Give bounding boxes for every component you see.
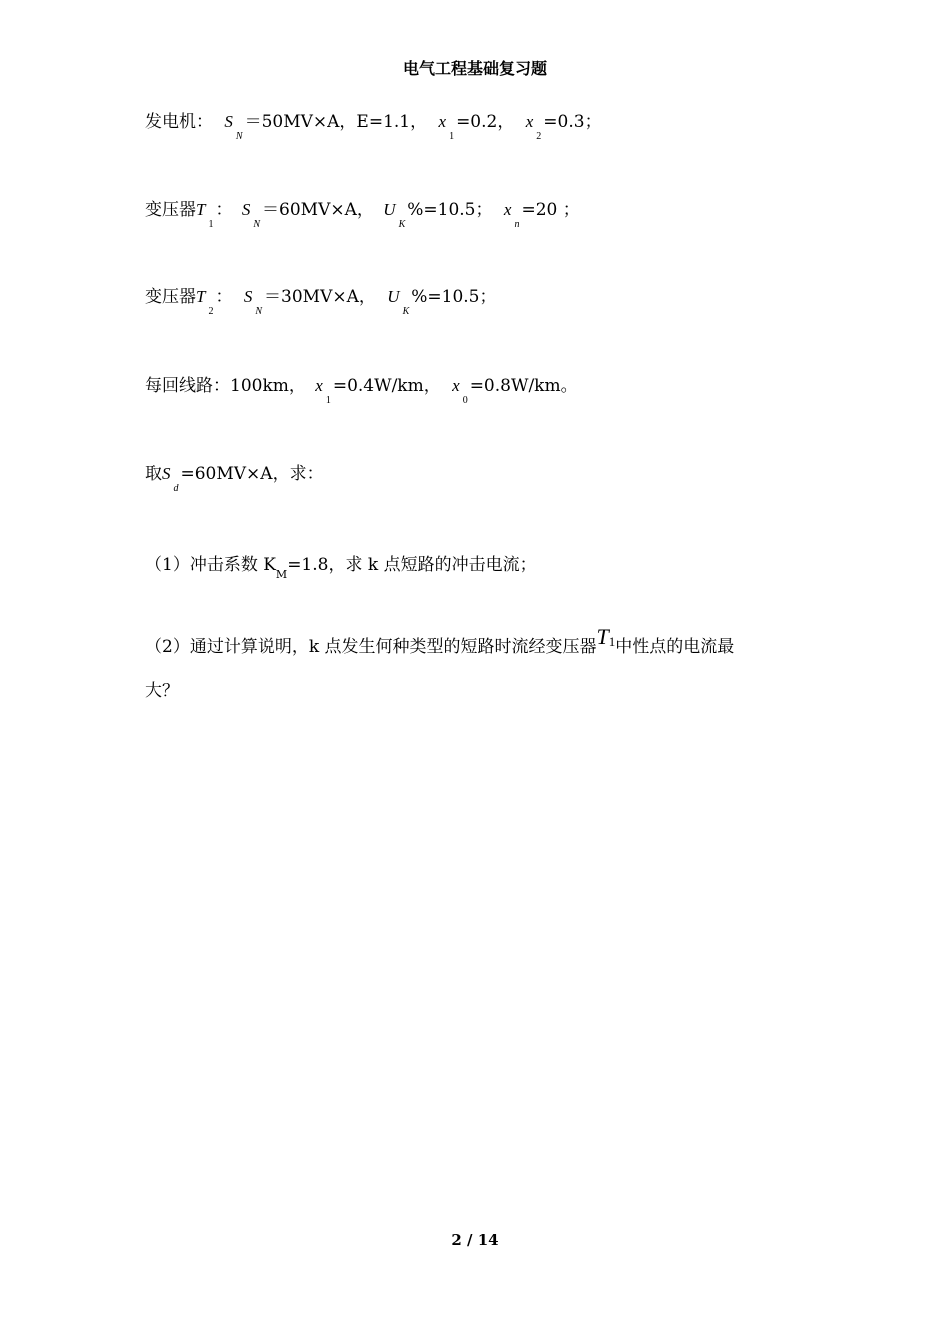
var-u: U <box>387 287 400 306</box>
sub-1: 1 <box>449 131 455 142</box>
var-x1: x <box>315 376 323 395</box>
line-x0-value: =0.8W/km。 <box>469 376 578 396</box>
generator-s-value: ＝50MV×A，E=1.1， <box>244 112 428 132</box>
generator-x1-value: =0.2， <box>456 112 515 132</box>
page-number: 2 / 14 <box>451 1231 499 1249</box>
sub-2: 2 <box>536 131 542 142</box>
var-x1: x <box>438 112 447 131</box>
line-label: 每回线路：100km， <box>145 376 306 396</box>
question-1 <box>145 553 537 579</box>
var-s: S <box>224 112 233 131</box>
question-2 <box>145 624 735 660</box>
t1-u-value: %=10.5； <box>407 200 493 220</box>
base-power-line <box>145 462 324 494</box>
sub-d: d <box>173 483 179 494</box>
t1-s-value: ＝60MV×A， <box>262 200 374 220</box>
generator-params <box>145 110 602 142</box>
colon: ： <box>215 200 233 220</box>
sub-1-large: 1 <box>608 634 616 649</box>
var-s: S <box>241 200 251 219</box>
q1-sub-m: M <box>275 568 288 581</box>
sub-k: K <box>402 306 410 317</box>
var-x0: x <box>452 376 460 395</box>
sub-1: 1 <box>325 395 331 406</box>
generator-x2-value: =0.3； <box>543 112 602 132</box>
var-s: S <box>162 464 171 483</box>
transformer-label: 变压器 <box>145 287 196 307</box>
var-x: x <box>503 200 512 219</box>
var-x2: x <box>525 112 534 131</box>
transformer-t2-params <box>145 285 497 317</box>
t2-s-value: ＝30MV×A， <box>264 287 376 307</box>
sd-value: =60MV×A，求： <box>180 464 324 484</box>
page-header-title: 电气工程基础复习题 <box>402 59 547 78</box>
sub-k: K <box>398 219 406 230</box>
question-2-continuation: 大？ <box>145 681 179 701</box>
sub-1: 1 <box>208 219 214 230</box>
generator-label: 发电机： <box>145 112 213 132</box>
transformer-label: 变压器 <box>145 200 196 220</box>
q2-text-pre: （2）通过计算说明，k 点发生何种类型的短路时流经变压器 <box>145 637 597 657</box>
line-params <box>145 374 578 406</box>
t1-x-value: =20 ； <box>521 200 580 220</box>
var-t-large: T <box>596 624 609 649</box>
line-x1-value: =0.4W/km， <box>332 376 441 396</box>
var-u: U <box>383 200 396 219</box>
q2-text-post: 中性点的电流最 <box>615 637 735 657</box>
sub-0: 0 <box>462 395 468 406</box>
t2-u-value: %=10.5； <box>411 287 497 307</box>
sub-n: n <box>514 219 520 230</box>
q1-text-post: =1.8，求 k 点短路的冲击电流； <box>287 555 537 575</box>
var-t: T <box>196 287 206 306</box>
sub-n: N <box>235 131 243 142</box>
var-s: S <box>243 287 253 306</box>
sub-2: 2 <box>208 306 214 317</box>
var-t: T <box>196 200 206 219</box>
sub-n: N <box>253 219 261 230</box>
sub-n: N <box>255 306 263 317</box>
colon: ： <box>215 287 233 307</box>
q1-text-pre: （1）冲击系数 K <box>145 555 276 575</box>
take-label: 取 <box>145 464 162 484</box>
transformer-t1-params <box>145 198 580 230</box>
